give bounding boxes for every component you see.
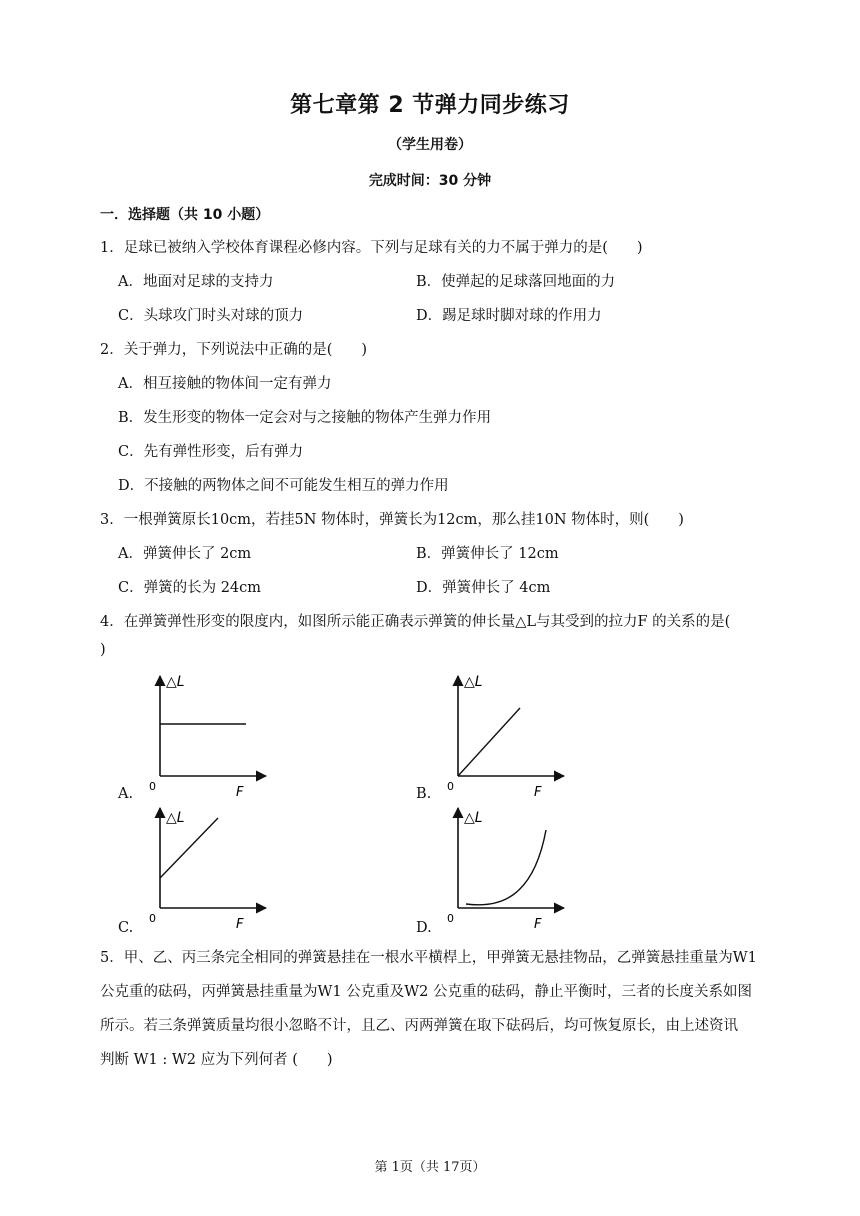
- question-1-stem: 1．足球已被纳入学校体育课程必修内容。下列与足球有关的力不属于弹力的是( ): [100, 240, 643, 256]
- question-1-option-d: D．踢足球时脚对球的作用力: [416, 308, 602, 324]
- question-3-option-c: C．弹簧的长为 24cm: [118, 580, 262, 596]
- x-axis-label: F: [236, 917, 244, 932]
- graph-c-label: C.: [118, 920, 134, 936]
- y-axis-label: △L: [464, 810, 483, 826]
- question-4-stem: 4．在弹簧弹性形变的限度内，如图所示能正确表示弹簧的伸长量△L与其受到的拉力F 的关系的是(: [100, 614, 731, 630]
- origin-label: 0: [447, 780, 454, 793]
- x-axis-label: F: [534, 785, 542, 800]
- completion-time: 完成时间：30 分钟: [368, 173, 492, 189]
- graph-c-curve: [160, 818, 218, 878]
- origin-label: 0: [447, 912, 454, 925]
- x-axis-label: F: [534, 917, 542, 932]
- question-1-option-b: B．使弹起的足球落回地面的力: [416, 274, 616, 290]
- question-5-line-4: 判断 W1 : W2 应为下列何者 ( ): [100, 1052, 333, 1068]
- question-5-line-2: 公克重的砝码，丙弹簧悬挂重量为W1 公克重及W2 公克重的砝码，静止平衡时，三者的长度关系如图: [100, 984, 752, 1000]
- graph-a-label: A.: [118, 786, 134, 802]
- graph-d: [438, 800, 568, 932]
- graph-b-label: B.: [416, 786, 432, 802]
- question-2-stem: 2．关于弹力，下列说法中正确的是( ): [100, 342, 368, 358]
- y-axis-label: △L: [166, 674, 185, 690]
- graph-c: [140, 800, 270, 932]
- x-axis-label: F: [236, 785, 244, 800]
- question-2-option-a: A．相互接触的物体间一定有弹力: [118, 376, 332, 392]
- origin-label: 0: [149, 912, 156, 925]
- question-2-option-b: B．发生形变的物体一定会对与之接触的物体产生弹力作用: [118, 410, 492, 426]
- question-1-option-c: C．头球攻门时头对球的顶力: [118, 308, 304, 324]
- section-heading: 一．选择题（共 10 小题）: [100, 207, 270, 223]
- question-3-option-a: A．弹簧伸长了 2cm: [118, 546, 252, 562]
- graph-d-curve: [466, 830, 546, 905]
- question-1-option-a: A．地面对足球的支持力: [118, 274, 274, 290]
- graph-a: [140, 668, 270, 800]
- graph-d-label: D.: [416, 920, 432, 936]
- page-subtitle: （学生用卷）: [388, 137, 472, 153]
- question-5-line-3: 所示。若三条弹簧质量均很小忽略不计，且乙、丙两弹簧在取下砝码后，均可恢复原长，由上述资讯: [100, 1018, 738, 1034]
- y-axis-label: △L: [166, 810, 185, 826]
- question-2-option-d: D．不接触的两物体之间不可能发生相互的弹力作用: [118, 478, 449, 494]
- y-axis-label: △L: [464, 674, 483, 690]
- origin-label: 0: [149, 780, 156, 793]
- question-3-stem: 3．一根弹簧原长10cm，若挂5N 物体时，弹簧长为12cm，那么挂10N 物体时，则( ): [100, 512, 684, 528]
- question-3-option-b: B．弹簧伸长了 12cm: [416, 546, 559, 562]
- page-footer: 第 1页（共 17页）: [374, 1160, 486, 1175]
- graph-b-curve: [458, 708, 520, 776]
- page-title: 第七章第 2 节弹力同步练习: [290, 93, 570, 118]
- question-5-line-1: 5．甲、乙、丙三条完全相同的弹簧悬挂在一根水平横桿上，甲弹簧无悬挂物品，乙弹簧悬挂重量为W1: [100, 950, 757, 966]
- graph-b: [438, 668, 568, 800]
- question-4-stem-end: ): [100, 642, 106, 658]
- question-3-option-d: D．弹簧伸长了 4cm: [416, 580, 551, 596]
- question-2-option-c: C．先有弹性形变，后有弹力: [118, 444, 304, 460]
